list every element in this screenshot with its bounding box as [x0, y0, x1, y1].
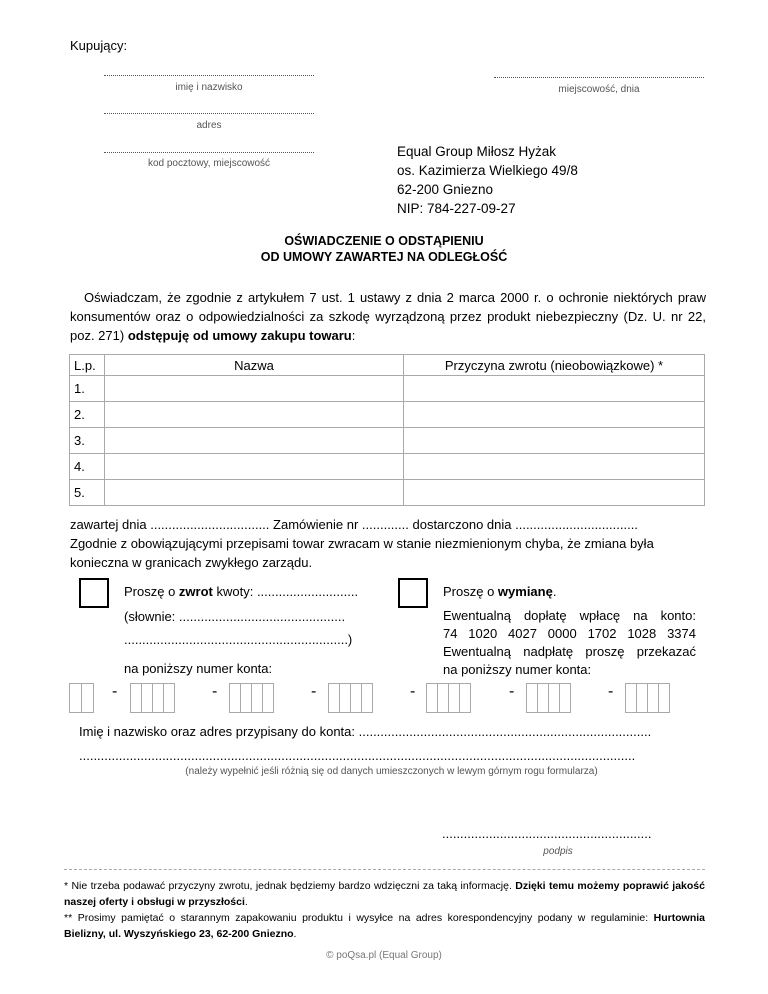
refund-checkbox[interactable] [79, 578, 109, 608]
delivery-date-label: dostarczono dnia [408, 517, 516, 532]
statement-end: : [351, 328, 356, 343]
exchange-line1: Ewentualną dopłatę wpłacę na konto: [443, 608, 696, 623]
condition-statement: Zgodnie z obowiązującymi przepisami towar zwracam w stanie niezmienionym chyba, że zmiana była konieczna w granicach zwykłego zarządu. [70, 536, 654, 570]
account-separator: - [212, 683, 218, 700]
document-title-line1: OŚWIADCZENIE O ODSTĄPIENIU [284, 234, 484, 248]
place-date-line[interactable] [494, 77, 704, 78]
seller-address [397, 142, 578, 218]
buyer-name-line[interactable] [104, 75, 314, 76]
refund-text: Proszę o [124, 584, 179, 599]
order-date-label: zawartej dnia [70, 517, 151, 532]
account-separator: - [410, 683, 416, 700]
table-row [70, 454, 705, 480]
account-holder-note: (należy wypełnić jeśli różnią się od danych umieszczonych w lewym górnym rogu formularza) [185, 766, 598, 777]
account-segment-1[interactable] [69, 683, 93, 713]
footnote-2 [64, 910, 705, 942]
refund-bold: zwrot [178, 584, 213, 599]
order-number-label: Zamówienie nr [269, 517, 362, 532]
statement-text: Oświadczam, że zgodnie z artykułem 7 ust. 1 ustawy z dnia 2 marca 2000 r. o ochronie niektórych praw konsumentów oraz o odpowiedzialności za szkodę wyrządzoną przez produkt niebezpieczny (Dz. U. nr 22, poz. 271) [70, 290, 706, 343]
refund-amount-field[interactable]: kwoty: ............................ [212, 584, 359, 599]
account-segment-4[interactable] [328, 683, 372, 713]
row-number: 2. [70, 402, 105, 428]
exchange-text: Proszę o [443, 584, 498, 599]
digit-box[interactable] [163, 683, 175, 713]
row-number: 1. [70, 376, 105, 402]
digit-box[interactable] [658, 683, 670, 713]
footnote-1-bold: Dzięki temu możemy poprawić jakość naszej oferty i obsługi w przyszłości [64, 880, 705, 908]
col-header-name: Nazwa [105, 355, 404, 376]
table-row [70, 376, 705, 402]
row-number: 5. [70, 480, 105, 506]
exchange-line4: na poniższy numer konta: [443, 662, 592, 677]
digit-box[interactable] [459, 683, 471, 713]
row-number: 4. [70, 454, 105, 480]
account-segment-3[interactable] [229, 683, 273, 713]
footnote-divider [64, 869, 705, 870]
name-cell[interactable] [105, 480, 404, 506]
reason-cell[interactable] [404, 402, 705, 428]
statement-bold: odstępuję od umowy zakupu towaru [127, 328, 352, 343]
exchange-details [443, 607, 696, 679]
account-separator: - [112, 683, 118, 700]
account-separator: - [311, 683, 317, 700]
footnote-1-end: . [244, 896, 248, 908]
name-cell[interactable] [105, 376, 404, 402]
account-segment-5[interactable] [426, 683, 470, 713]
footnote-2-bold: Hurtownia Bielizny, ul. Wyszyńskiego 23, 62-200 Gniezno [64, 912, 705, 940]
account-separator: - [608, 683, 614, 700]
refund-words-field2[interactable]: ..............................................................) [124, 632, 353, 647]
reason-cell[interactable] [404, 454, 705, 480]
exchange-line3: Ewentualną nadpłatę proszę przekazać [443, 644, 696, 659]
table-row [70, 480, 705, 506]
name-cell[interactable] [105, 428, 404, 454]
name-cell[interactable] [105, 402, 404, 428]
exchange-checkbox[interactable] [398, 578, 428, 608]
order-date-field[interactable]: ................................. [150, 517, 270, 532]
exchange-end: . [552, 584, 557, 599]
footnote-1-text: * Nie trzeba podawać przyczyny zwrotu, jednak będziemy bardzo wdzięczni za taką informację. [64, 880, 516, 892]
buyer-name-hint: imię i nazwisko [175, 82, 243, 93]
refund-amount-label [124, 584, 358, 599]
copyright: © poQsa.pl (Equal Group) [326, 950, 442, 961]
table-row [70, 428, 705, 454]
statement-paragraph [70, 288, 706, 345]
refund-account-label: na poniższy numer konta: [124, 661, 273, 676]
order-info [70, 515, 706, 572]
account-segment-7[interactable] [625, 683, 669, 713]
document-title-line2: OD UMOWY ZAWARTEJ NA ODLEGŁOŚĆ [260, 250, 508, 264]
place-date-hint: miejscowość, dnia [558, 84, 640, 95]
exchange-label [443, 584, 556, 599]
seller-city: 62-200 Gniezno [397, 182, 494, 197]
account-separator: - [509, 683, 515, 700]
exchange-bold: wymianę [497, 584, 553, 599]
footnote-2-end: . [293, 928, 297, 940]
signature-label: podpis [543, 846, 573, 857]
name-cell[interactable] [105, 454, 404, 480]
footnote-2-text: ** Prosimy pamiętać o starannym zapakowaniu produktu i wysyłce na adres korespondencyjny podany w regulaminie: [64, 912, 654, 924]
signature-field[interactable]: .......................................................... [442, 826, 652, 841]
col-header-reason: Przyczyna zwrotu (nieobowiązkowe) * [404, 355, 705, 376]
seller-name: Equal Group Miłosz Hyżak [397, 144, 557, 159]
footnote-1 [64, 878, 705, 910]
reason-cell[interactable] [404, 376, 705, 402]
buyer-label: Kupujący: [70, 38, 128, 53]
buyer-postal-line[interactable] [104, 152, 314, 153]
digit-box[interactable] [361, 683, 373, 713]
items-table [69, 354, 705, 506]
seller-street: os. Kazimierza Wielkiego 49/8 [397, 163, 578, 178]
account-holder-field[interactable]: .......................................................................................................................................................... [79, 748, 636, 763]
table-row [70, 402, 705, 428]
digit-box[interactable] [262, 683, 274, 713]
account-holder-label[interactable]: Imię i nazwisko oraz adres przypisany do konta: ................................................................................. [79, 724, 652, 739]
buyer-postal-hint: kod pocztowy, miejscowość [147, 158, 271, 169]
account-segment-2[interactable] [130, 683, 174, 713]
reason-cell[interactable] [404, 480, 705, 506]
refund-words-field[interactable]: (słownie: .............................................. [124, 609, 346, 624]
digit-box[interactable] [559, 683, 571, 713]
seller-nip: NIP: 784-227-09-27 [397, 201, 516, 216]
col-header-lp: L.p. [70, 355, 105, 376]
exchange-account-number: 74 1020 4027 0000 1702 1028 3374 [443, 626, 696, 641]
reason-cell[interactable] [404, 428, 705, 454]
buyer-address-hint: adres [196, 120, 222, 131]
delivery-date-field[interactable]: .................................. [515, 517, 638, 532]
order-number-field[interactable]: ............. [361, 517, 409, 532]
account-segment-6[interactable] [526, 683, 570, 713]
row-number: 3. [70, 428, 105, 454]
buyer-address-line[interactable] [104, 113, 314, 114]
digit-box[interactable] [81, 683, 94, 713]
table-header-row [70, 355, 705, 376]
